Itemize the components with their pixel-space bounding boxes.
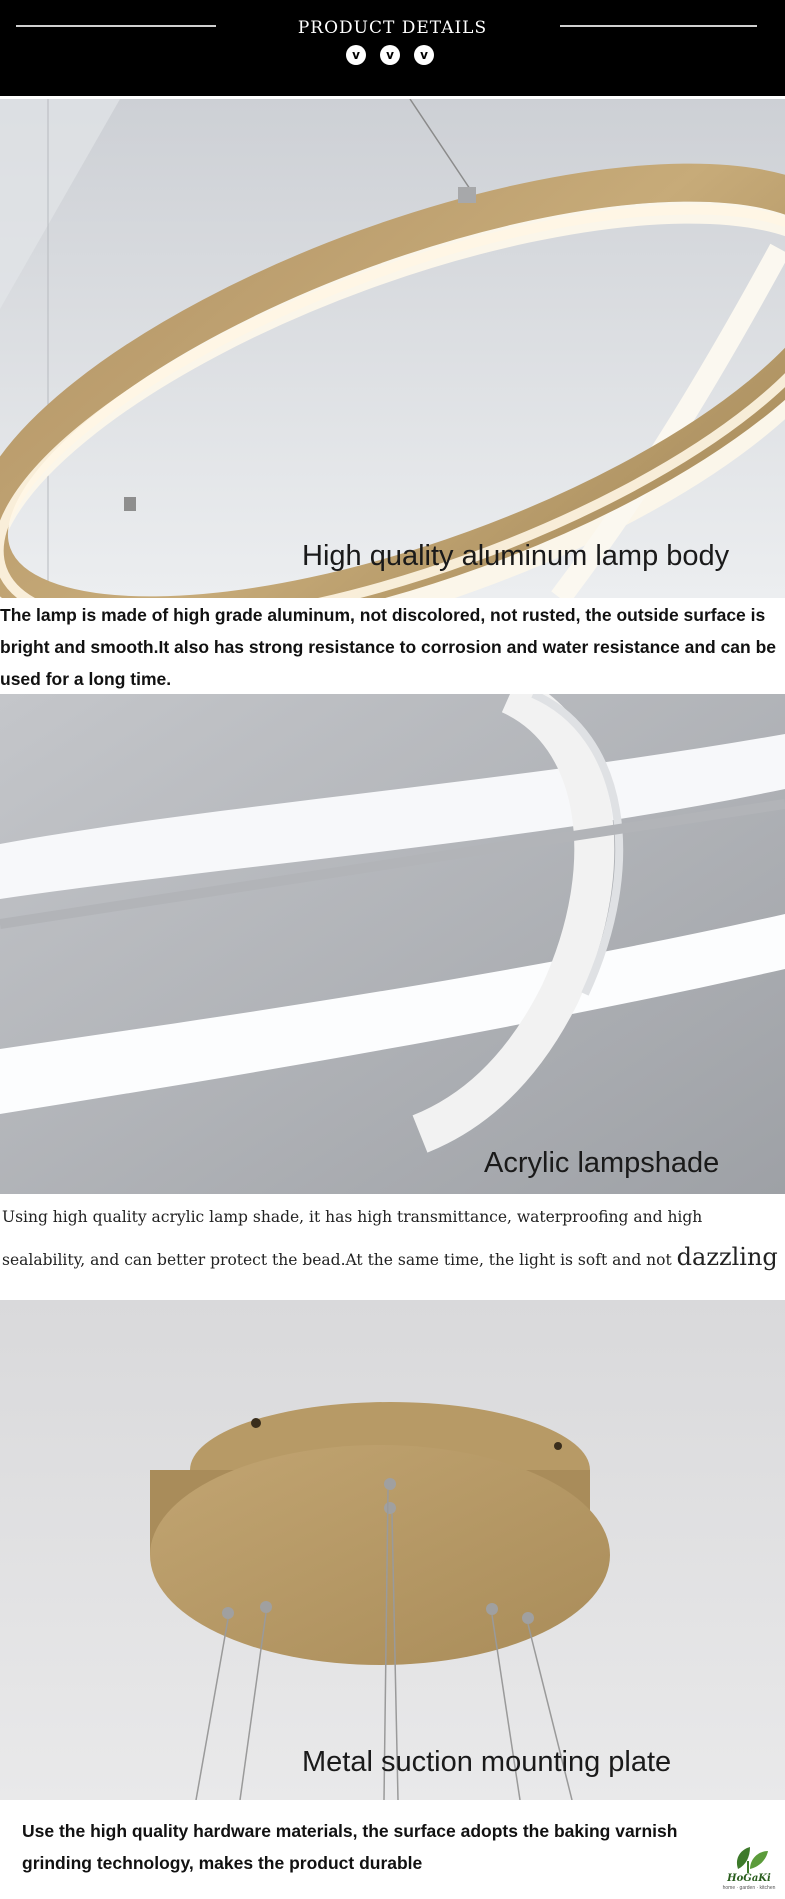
section-2-description-emphasis: dazzling: [676, 1243, 778, 1271]
page-title: PRODUCT DETAILS: [297, 18, 488, 38]
chevron-down-icon: v: [346, 45, 366, 65]
chevron-down-icon: v: [414, 45, 434, 65]
brand-logo: [720, 1843, 778, 1893]
section-3-caption: Metal suction mounting plate: [302, 1746, 672, 1778]
section-2-caption: Acrylic lampshade: [484, 1147, 720, 1179]
aluminum-lamp-photo: [0, 99, 785, 598]
section-2-description: [2, 1197, 782, 1280]
chevron-down-icon: v: [380, 45, 400, 65]
header-banner: [0, 0, 785, 96]
leaf-icon: [720, 1843, 778, 1875]
section-2-description-text: Using high quality acrylic lamp shade, it has high transmittance, waterproofing and high sealability, and can better protect the bead.At the same time, the light is soft and not: [2, 1208, 703, 1269]
mounting-plate-photo: [0, 1300, 785, 1800]
logo-name: HoGaKi: [727, 1873, 771, 1884]
acrylic-lampshade-photo: [0, 694, 785, 1194]
section-1-caption: High quality aluminum lamp body: [302, 540, 730, 572]
section-1-description: The lamp is made of high grade aluminum, not discolored, not rusted, the outside surface is bright and smooth.It also has strong resistance to corrosion and water resistance and can be used for a long time.: [0, 605, 777, 689]
logo-tagline: home · garden · kitchen: [722, 1885, 776, 1891]
section-3-description: Use the high quality hardware materials, the surface adopts the baking varnish grinding technology, makes the product durable: [22, 1821, 678, 1873]
